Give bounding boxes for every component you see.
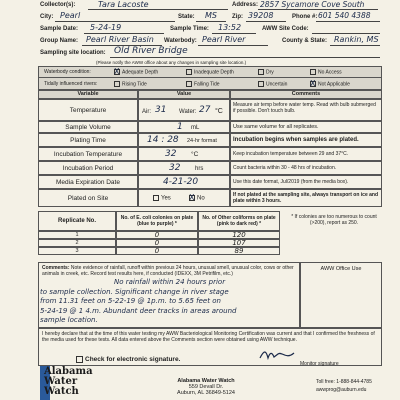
sample-date-label: Sample Date: bbox=[40, 26, 79, 32]
sample-time-value[interactable]: 13:52 bbox=[218, 23, 242, 32]
option-uncertain[interactable]: Uncertain bbox=[258, 81, 287, 87]
zip-value[interactable]: 39208 bbox=[248, 11, 274, 20]
comments-label: Comments: bbox=[42, 265, 70, 271]
plated-yes[interactable]: Yes bbox=[153, 195, 171, 202]
inc-period-value[interactable]: 32 bbox=[169, 163, 181, 173]
option-adequate-depth[interactable]: X Adequate Depth bbox=[114, 69, 158, 75]
option-dry[interactable]: Dry bbox=[258, 69, 274, 75]
plated-value-cell bbox=[138, 189, 230, 207]
checkbox-adequate-depth[interactable] bbox=[114, 69, 120, 75]
plating-value-cell: 14 : 28 24-hr format bbox=[138, 133, 230, 147]
state-value[interactable]: MS bbox=[205, 11, 217, 20]
inc-period-label: Incubation Period bbox=[38, 161, 138, 175]
inc-period-value-cell: 32 hrs bbox=[138, 161, 230, 175]
inc-temp-comment: Keep incubation temperature between 29 and 37°C. bbox=[230, 147, 382, 161]
col-comments-header: Comments bbox=[230, 90, 382, 99]
aww-logo bbox=[40, 366, 120, 400]
replicate-row-2-no: 2 bbox=[38, 239, 116, 247]
temperature-label: Temperature bbox=[38, 99, 138, 121]
footer-address: Alabama Water Watch 559 Devall Dr. Auburn, AL 36849-5124 bbox=[177, 378, 235, 396]
volume-label: Sample Volume bbox=[38, 121, 138, 133]
logo-text: Alabama Water Watch bbox=[44, 366, 93, 397]
plating-time-value[interactable]: 14 : 28 bbox=[147, 135, 179, 145]
air-temp-value[interactable]: 31 bbox=[155, 105, 167, 115]
state-label: State: bbox=[178, 14, 195, 20]
county-value[interactable]: Rankin, MS bbox=[334, 35, 379, 44]
comment-line-5: sample location. bbox=[40, 316, 98, 324]
other-coliforms-header: No. of Other coliforms on plate (pink to dark red) * bbox=[198, 211, 280, 231]
comment-line-2: to sample collection. Significant change in river stage bbox=[40, 287, 229, 296]
checkbox-inadequate-depth[interactable] bbox=[186, 69, 192, 75]
checkbox-falling-tide[interactable] bbox=[186, 81, 192, 87]
plated-no[interactable]: X No bbox=[189, 195, 205, 202]
comment-line-4: 5-24-19 @ 1 4.m. Abundant deer tracks in areas around bbox=[40, 306, 237, 315]
plated-comment: If not plated at the sampling site, always transport on ice and plate within 3 hours. bbox=[230, 189, 382, 207]
waterbody-condition-label: Waterbody condition: bbox=[44, 69, 91, 75]
replicate-row-2-other[interactable]: 107 bbox=[198, 239, 280, 247]
replicate-row-3-no: 3 bbox=[38, 247, 116, 255]
location-value[interactable]: Old River Bridge bbox=[114, 46, 188, 56]
city-label: City: bbox=[40, 14, 54, 20]
monitor-signature bbox=[258, 348, 298, 362]
city-value[interactable]: Pearl bbox=[60, 11, 81, 20]
checkbox-not-applicable[interactable] bbox=[310, 81, 316, 87]
checkbox-plated-no[interactable] bbox=[189, 195, 195, 201]
col-value-header: Value bbox=[138, 90, 230, 99]
replicate-row-1-other[interactable]: 120 bbox=[198, 231, 280, 239]
office-use-box: AWW Office Use bbox=[300, 262, 382, 328]
media-value-cell bbox=[138, 175, 230, 189]
checkbox-no-access[interactable] bbox=[310, 69, 316, 75]
plating-comment: Incubation begins when samples are plated. bbox=[230, 133, 382, 147]
checkbox-plated-yes[interactable] bbox=[153, 195, 159, 201]
checkbox-rising-tide[interactable] bbox=[114, 81, 120, 87]
group-label: Group Name: bbox=[40, 38, 79, 44]
inc-period-comment: Count bacteria within 30 - 48 hrs of incubation. bbox=[230, 161, 382, 175]
comment-line-1: No rainfall within 24 hours prior bbox=[114, 278, 226, 286]
comment-line-3: from 11.31 feet on 5-22-19 @ 1p.m. to 5.65 feet on bbox=[40, 297, 221, 305]
esignature-option[interactable]: Check for electronic signature. bbox=[76, 356, 180, 363]
sample-time-label: Sample Time: bbox=[170, 26, 209, 32]
option-falling-tide[interactable]: Falling Tide bbox=[186, 81, 220, 87]
replicate-row-3-other[interactable]: 89 bbox=[198, 247, 280, 255]
comments-instructions: Note evidence of rainfall, runoff within previous 24 hours, unusual smell, unusual color, cows or other animals in creek, etc. Record test results here, if conducted (IDEXX, 3M Petrifilm, etc.) bbox=[42, 265, 294, 277]
ecoli-header: No. of E. coli colonies on plate (blue to purple) * bbox=[116, 211, 198, 231]
certification-text: I hereby declare that at the time of this water testing my AWW Bacteriological Monitoring Certification was current and that I confirmed the freshness of the media used for these tests. All data entered above the Comments section were obtained using AWW technique. bbox=[42, 331, 375, 343]
volume-value[interactable]: 1 bbox=[177, 122, 183, 132]
option-not-applicable[interactable]: X Not Applicable bbox=[310, 81, 350, 87]
location-note: (Please notify the AWW office about any changes in sampling site location.) bbox=[96, 60, 247, 65]
tntc-note: * If colonies are too numerous to count (>200), report as 250. bbox=[291, 214, 377, 226]
replicate-row-1-no: 1 bbox=[38, 231, 116, 239]
site-code-label: AWW Site Code: bbox=[262, 26, 309, 32]
county-label: County & State: bbox=[282, 38, 327, 44]
group-value[interactable]: Pearl River Basin bbox=[86, 35, 154, 44]
address-value[interactable]: 2857 Sycamore Cove South bbox=[260, 0, 365, 9]
temperature-comment: Measure air temp before water temp. Read with bulb submerged if possible. Don't touch bulb. bbox=[230, 99, 382, 121]
footer-contact: Toll free: 1-888-844-4785 awwprog@auburn.edu bbox=[316, 379, 372, 393]
collectors-value[interactable]: Tara Lacoste bbox=[98, 0, 149, 9]
media-label: Media Expiration Date bbox=[38, 175, 138, 189]
replicate-row-1-ecoli[interactable]: 0 bbox=[116, 231, 198, 239]
plated-label: Plated on Site bbox=[38, 189, 138, 207]
address-label: Address: bbox=[232, 2, 259, 8]
replicate-row-2-ecoli[interactable]: 0 bbox=[116, 239, 198, 247]
location-label: Sampling site location: bbox=[40, 50, 106, 56]
volume-comment: Use same volume for all replicates. bbox=[230, 121, 382, 133]
option-inadequate-depth[interactable]: Inadequate Depth bbox=[186, 69, 234, 75]
collectors-label: Collector(s): bbox=[40, 2, 76, 8]
replicate-no-header: Replicate No. bbox=[38, 211, 116, 231]
waterbody-value[interactable]: Pearl River bbox=[202, 35, 246, 44]
waterbody-label: Waterbody: bbox=[164, 38, 197, 44]
phone-label: Phone #: bbox=[292, 14, 318, 20]
sample-date-value[interactable]: 5-24-19 bbox=[90, 23, 122, 32]
checkbox-esignature[interactable] bbox=[76, 356, 83, 363]
signature-label: Monitor signature bbox=[300, 361, 339, 367]
media-expiration-value[interactable]: 4-21-20 bbox=[163, 177, 199, 187]
phone-value[interactable]: 601 540 4388 bbox=[318, 11, 371, 20]
water-temp-value[interactable]: 27 bbox=[199, 105, 211, 115]
checkbox-uncertain[interactable] bbox=[258, 81, 264, 87]
replicate-row-3-ecoli[interactable]: 0 bbox=[116, 247, 198, 255]
temperature-value-cell: Air: 31 Water: 27 °C bbox=[138, 99, 230, 121]
comments-handwritten bbox=[40, 278, 302, 326]
media-comment: Use this date format, Jul/2019 (from the media box). bbox=[230, 175, 382, 189]
col-variable-header: Variable bbox=[38, 90, 138, 99]
inc-temp-label: Incubation Temperature bbox=[38, 147, 138, 161]
volume-value-cell: 1 mL bbox=[138, 121, 230, 133]
tidal-label: Tidally influenced rivers: bbox=[44, 81, 98, 87]
checkbox-dry[interactable] bbox=[258, 69, 264, 75]
inc-temp-value[interactable]: 32 bbox=[165, 149, 177, 159]
zip-label: Zip: bbox=[232, 14, 243, 20]
option-no-access[interactable]: No Access bbox=[310, 69, 342, 75]
plating-label: Plating Time bbox=[38, 133, 138, 147]
option-rising-tide[interactable]: Rising Tide bbox=[114, 81, 147, 87]
inc-temp-value-cell: 32 °C bbox=[138, 147, 230, 161]
